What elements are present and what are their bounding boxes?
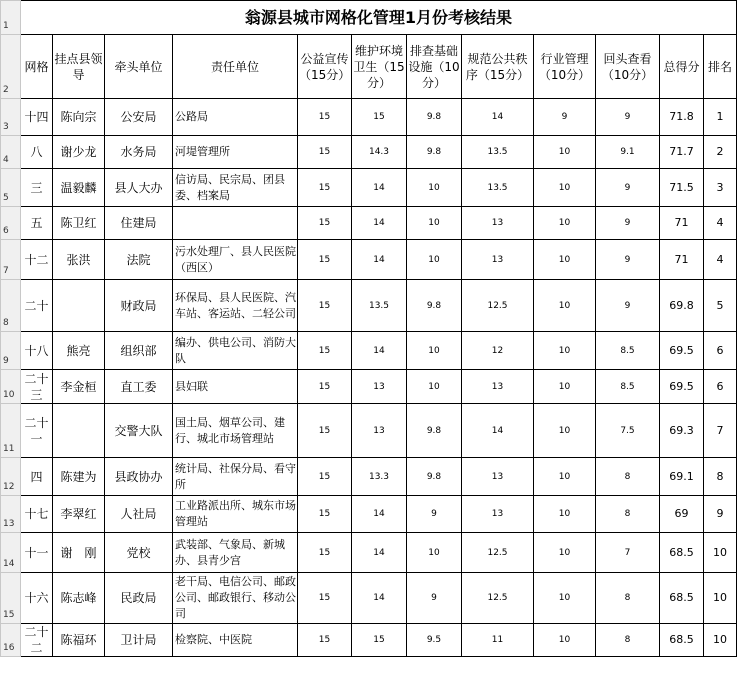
industry-score: 10 bbox=[534, 624, 596, 657]
revisit-score: 9.1 bbox=[596, 136, 660, 169]
lead-unit-cell: 法院 bbox=[105, 240, 173, 280]
responsible-cell: 工业路派出所、城东市场管理站 bbox=[173, 496, 298, 533]
grid-cell: 二十一 bbox=[21, 404, 53, 458]
revisit-score: 9 bbox=[596, 207, 660, 240]
grid-cell: 二十三 bbox=[21, 370, 53, 404]
industry-score: 9 bbox=[534, 99, 596, 136]
infrastructure-score: 9.8 bbox=[407, 99, 462, 136]
publicity-score: 15 bbox=[298, 280, 352, 332]
total-score: 71 bbox=[660, 240, 704, 280]
leader-cell: 李金桓 bbox=[53, 370, 105, 404]
publicity-score: 15 bbox=[298, 370, 352, 404]
industry-score: 10 bbox=[534, 496, 596, 533]
rank-cell: 2 bbox=[704, 136, 737, 169]
responsible-cell: 县妇联 bbox=[173, 370, 298, 404]
industry-score: 10 bbox=[534, 169, 596, 207]
industry-score: 10 bbox=[534, 280, 596, 332]
infrastructure-score: 9.8 bbox=[407, 458, 462, 496]
row-number: 1 bbox=[1, 1, 21, 35]
header-responsible: 责任单位 bbox=[173, 35, 298, 99]
table-row bbox=[1, 240, 737, 280]
rank-cell: 6 bbox=[704, 332, 737, 370]
revisit-score: 8 bbox=[596, 573, 660, 624]
environment-score: 14 bbox=[352, 169, 407, 207]
industry-score: 10 bbox=[534, 533, 596, 573]
responsible-cell: 武装部、气象局、新城办、县青少宫 bbox=[173, 533, 298, 573]
leader-cell: 熊亮 bbox=[53, 332, 105, 370]
rank-cell: 6 bbox=[704, 370, 737, 404]
leader-cell: 陈福环 bbox=[53, 624, 105, 657]
environment-score: 14 bbox=[352, 496, 407, 533]
environment-score: 14 bbox=[352, 207, 407, 240]
header-rank: 排名 bbox=[704, 35, 737, 99]
infrastructure-score: 10 bbox=[407, 169, 462, 207]
publicity-score: 15 bbox=[298, 624, 352, 657]
table-row bbox=[1, 99, 737, 136]
order-score: 13 bbox=[462, 370, 534, 404]
table-row bbox=[1, 404, 737, 458]
infrastructure-score: 9.5 bbox=[407, 624, 462, 657]
header-publicity: 公益宣传（15分） bbox=[298, 35, 352, 99]
infrastructure-score: 10 bbox=[407, 370, 462, 404]
grid-cell: 八 bbox=[21, 136, 53, 169]
leader-cell: 陈向宗 bbox=[53, 99, 105, 136]
order-score: 12.5 bbox=[462, 280, 534, 332]
leader-cell: 张洪 bbox=[53, 240, 105, 280]
leader-cell: 陈志峰 bbox=[53, 573, 105, 624]
infrastructure-score: 10 bbox=[407, 240, 462, 280]
revisit-score: 7 bbox=[596, 533, 660, 573]
revisit-score: 9 bbox=[596, 169, 660, 207]
total-score: 69.3 bbox=[660, 404, 704, 458]
revisit-score: 7.5 bbox=[596, 404, 660, 458]
infrastructure-score: 9.8 bbox=[407, 136, 462, 169]
lead-unit-cell: 交警大队 bbox=[105, 404, 173, 458]
header-grid: 网格 bbox=[21, 35, 53, 99]
revisit-score: 9 bbox=[596, 240, 660, 280]
total-score: 68.5 bbox=[660, 573, 704, 624]
order-score: 13 bbox=[462, 240, 534, 280]
order-score: 13 bbox=[462, 496, 534, 533]
environment-score: 14 bbox=[352, 332, 407, 370]
order-score: 12.5 bbox=[462, 533, 534, 573]
industry-score: 10 bbox=[534, 458, 596, 496]
rank-cell: 8 bbox=[704, 458, 737, 496]
leader-cell bbox=[53, 280, 105, 332]
lead-unit-cell: 公安局 bbox=[105, 99, 173, 136]
grid-cell: 五 bbox=[21, 207, 53, 240]
industry-score: 10 bbox=[534, 370, 596, 404]
table-row bbox=[1, 280, 737, 332]
infrastructure-score: 9 bbox=[407, 496, 462, 533]
row-number: 9 bbox=[1, 332, 21, 370]
publicity-score: 15 bbox=[298, 573, 352, 624]
row-number: 15 bbox=[1, 573, 21, 624]
publicity-score: 15 bbox=[298, 332, 352, 370]
industry-score: 10 bbox=[534, 240, 596, 280]
grid-cell: 十二 bbox=[21, 240, 53, 280]
lead-unit-cell: 县政协办 bbox=[105, 458, 173, 496]
publicity-score: 15 bbox=[298, 496, 352, 533]
row-number: 5 bbox=[1, 169, 21, 207]
table-row bbox=[1, 136, 737, 169]
environment-score: 13.3 bbox=[352, 458, 407, 496]
header-row bbox=[1, 35, 737, 99]
grid-cell: 十八 bbox=[21, 332, 53, 370]
lead-unit-cell: 民政局 bbox=[105, 573, 173, 624]
responsible-cell: 环保局、县人民医院、汽车站、客运站、二轻公司 bbox=[173, 280, 298, 332]
leader-cell: 李翠红 bbox=[53, 496, 105, 533]
rank-cell: 7 bbox=[704, 404, 737, 458]
table-row bbox=[1, 458, 737, 496]
environment-score: 14 bbox=[352, 240, 407, 280]
revisit-score: 8 bbox=[596, 458, 660, 496]
leader-cell bbox=[53, 404, 105, 458]
row-number: 16 bbox=[1, 624, 21, 657]
revisit-score: 9 bbox=[596, 99, 660, 136]
total-score: 69 bbox=[660, 496, 704, 533]
grid-cell: 十七 bbox=[21, 496, 53, 533]
row-number: 12 bbox=[1, 458, 21, 496]
environment-score: 14.3 bbox=[352, 136, 407, 169]
leader-cell: 温毅麟 bbox=[53, 169, 105, 207]
row-number: 13 bbox=[1, 496, 21, 533]
environment-score: 14 bbox=[352, 533, 407, 573]
responsible-cell: 信访局、民宗局、团县委、档案局 bbox=[173, 169, 298, 207]
row-number: 14 bbox=[1, 533, 21, 573]
responsible-cell: 编办、供电公司、消防大队 bbox=[173, 332, 298, 370]
industry-score: 10 bbox=[534, 207, 596, 240]
lead-unit-cell: 党校 bbox=[105, 533, 173, 573]
lead-unit-cell: 县人大办 bbox=[105, 169, 173, 207]
table-row bbox=[1, 207, 737, 240]
infrastructure-score: 9 bbox=[407, 573, 462, 624]
rank-cell: 10 bbox=[704, 573, 737, 624]
row-number: 10 bbox=[1, 370, 21, 404]
title-row bbox=[1, 1, 737, 35]
publicity-score: 15 bbox=[298, 169, 352, 207]
row-number: 3 bbox=[1, 99, 21, 136]
responsible-cell: 国土局、烟草公司、建行、城北市场管理站 bbox=[173, 404, 298, 458]
environment-score: 13 bbox=[352, 404, 407, 458]
publicity-score: 15 bbox=[298, 207, 352, 240]
header-total: 总得分 bbox=[660, 35, 704, 99]
environment-score: 15 bbox=[352, 99, 407, 136]
leader-cell: 陈卫红 bbox=[53, 207, 105, 240]
header-leader: 挂点县领导 bbox=[53, 35, 105, 99]
leader-cell: 谢 刚 bbox=[53, 533, 105, 573]
rank-cell: 4 bbox=[704, 240, 737, 280]
lead-unit-cell: 卫计局 bbox=[105, 624, 173, 657]
responsible-cell: 老干局、电信公司、邮政公司、邮政银行、移动公司 bbox=[173, 573, 298, 624]
row-number: 11 bbox=[1, 404, 21, 458]
revisit-score: 8.5 bbox=[596, 332, 660, 370]
total-score: 71.8 bbox=[660, 99, 704, 136]
rank-cell: 10 bbox=[704, 533, 737, 573]
table-row bbox=[1, 169, 737, 207]
publicity-score: 15 bbox=[298, 458, 352, 496]
order-score: 13.5 bbox=[462, 136, 534, 169]
total-score: 69.5 bbox=[660, 370, 704, 404]
lead-unit-cell: 人社局 bbox=[105, 496, 173, 533]
responsible-cell: 河堤管理所 bbox=[173, 136, 298, 169]
responsible-cell: 公路局 bbox=[173, 99, 298, 136]
publicity-score: 15 bbox=[298, 136, 352, 169]
header-order: 规范公共秩序（15分） bbox=[462, 35, 534, 99]
publicity-score: 15 bbox=[298, 404, 352, 458]
infrastructure-score: 9.8 bbox=[407, 404, 462, 458]
grid-cell: 十四 bbox=[21, 99, 53, 136]
header-revisit: 回头查看（10分） bbox=[596, 35, 660, 99]
total-score: 68.5 bbox=[660, 533, 704, 573]
responsible-cell: 污水处理厂、县人民医院（西区） bbox=[173, 240, 298, 280]
rank-cell: 1 bbox=[704, 99, 737, 136]
row-number: 2 bbox=[1, 35, 21, 99]
total-score: 69.5 bbox=[660, 332, 704, 370]
publicity-score: 15 bbox=[298, 99, 352, 136]
grid-cell: 二十 bbox=[21, 280, 53, 332]
infrastructure-score: 10 bbox=[407, 533, 462, 573]
industry-score: 10 bbox=[534, 136, 596, 169]
total-score: 71 bbox=[660, 207, 704, 240]
table-title: 翁源县城市网格化管理1月份考核结果 bbox=[21, 1, 737, 35]
rank-cell: 3 bbox=[704, 169, 737, 207]
lead-unit-cell: 直工委 bbox=[105, 370, 173, 404]
order-score: 13 bbox=[462, 207, 534, 240]
rank-cell: 5 bbox=[704, 280, 737, 332]
order-score: 12.5 bbox=[462, 573, 534, 624]
grid-cell: 三 bbox=[21, 169, 53, 207]
table-row bbox=[1, 370, 737, 404]
responsible-cell: 检察院、中医院 bbox=[173, 624, 298, 657]
total-score: 71.7 bbox=[660, 136, 704, 169]
total-score: 68.5 bbox=[660, 624, 704, 657]
environment-score: 13.5 bbox=[352, 280, 407, 332]
grid-cell: 十一 bbox=[21, 533, 53, 573]
publicity-score: 15 bbox=[298, 533, 352, 573]
header-environment: 维护环境卫生（15分） bbox=[352, 35, 407, 99]
revisit-score: 8 bbox=[596, 496, 660, 533]
order-score: 13.5 bbox=[462, 169, 534, 207]
order-score: 12 bbox=[462, 332, 534, 370]
grid-cell: 四 bbox=[21, 458, 53, 496]
publicity-score: 15 bbox=[298, 240, 352, 280]
order-score: 11 bbox=[462, 624, 534, 657]
environment-score: 15 bbox=[352, 624, 407, 657]
header-infrastructure: 排查基础设施（10分） bbox=[407, 35, 462, 99]
revisit-score: 9 bbox=[596, 280, 660, 332]
grid-cell: 十六 bbox=[21, 573, 53, 624]
industry-score: 10 bbox=[534, 404, 596, 458]
grid-cell: 二十二 bbox=[21, 624, 53, 657]
responsible-cell: 统计局、社保分局、看守所 bbox=[173, 458, 298, 496]
row-number: 8 bbox=[1, 280, 21, 332]
infrastructure-score: 9.8 bbox=[407, 280, 462, 332]
total-score: 69.8 bbox=[660, 280, 704, 332]
industry-score: 10 bbox=[534, 332, 596, 370]
lead-unit-cell: 住建局 bbox=[105, 207, 173, 240]
leader-cell: 谢少龙 bbox=[53, 136, 105, 169]
revisit-score: 8 bbox=[596, 624, 660, 657]
responsible-cell bbox=[173, 207, 298, 240]
lead-unit-cell: 组织部 bbox=[105, 332, 173, 370]
table-row bbox=[1, 332, 737, 370]
header-industry: 行业管理（10分） bbox=[534, 35, 596, 99]
table-row bbox=[1, 496, 737, 533]
row-number: 7 bbox=[1, 240, 21, 280]
table-row bbox=[1, 624, 737, 657]
revisit-score: 8.5 bbox=[596, 370, 660, 404]
rank-cell: 4 bbox=[704, 207, 737, 240]
rank-cell: 9 bbox=[704, 496, 737, 533]
order-score: 13 bbox=[462, 458, 534, 496]
infrastructure-score: 10 bbox=[407, 332, 462, 370]
order-score: 14 bbox=[462, 404, 534, 458]
table-row bbox=[1, 533, 737, 573]
row-number: 4 bbox=[1, 136, 21, 169]
leader-cell: 陈建为 bbox=[53, 458, 105, 496]
total-score: 71.5 bbox=[660, 169, 704, 207]
total-score: 69.1 bbox=[660, 458, 704, 496]
row-number: 6 bbox=[1, 207, 21, 240]
order-score: 14 bbox=[462, 99, 534, 136]
infrastructure-score: 10 bbox=[407, 207, 462, 240]
header-lead-unit: 牵头单位 bbox=[105, 35, 173, 99]
environment-score: 13 bbox=[352, 370, 407, 404]
lead-unit-cell: 财政局 bbox=[105, 280, 173, 332]
lead-unit-cell: 水务局 bbox=[105, 136, 173, 169]
industry-score: 10 bbox=[534, 573, 596, 624]
environment-score: 14 bbox=[352, 573, 407, 624]
rank-cell: 10 bbox=[704, 624, 737, 657]
table-row bbox=[1, 573, 737, 624]
